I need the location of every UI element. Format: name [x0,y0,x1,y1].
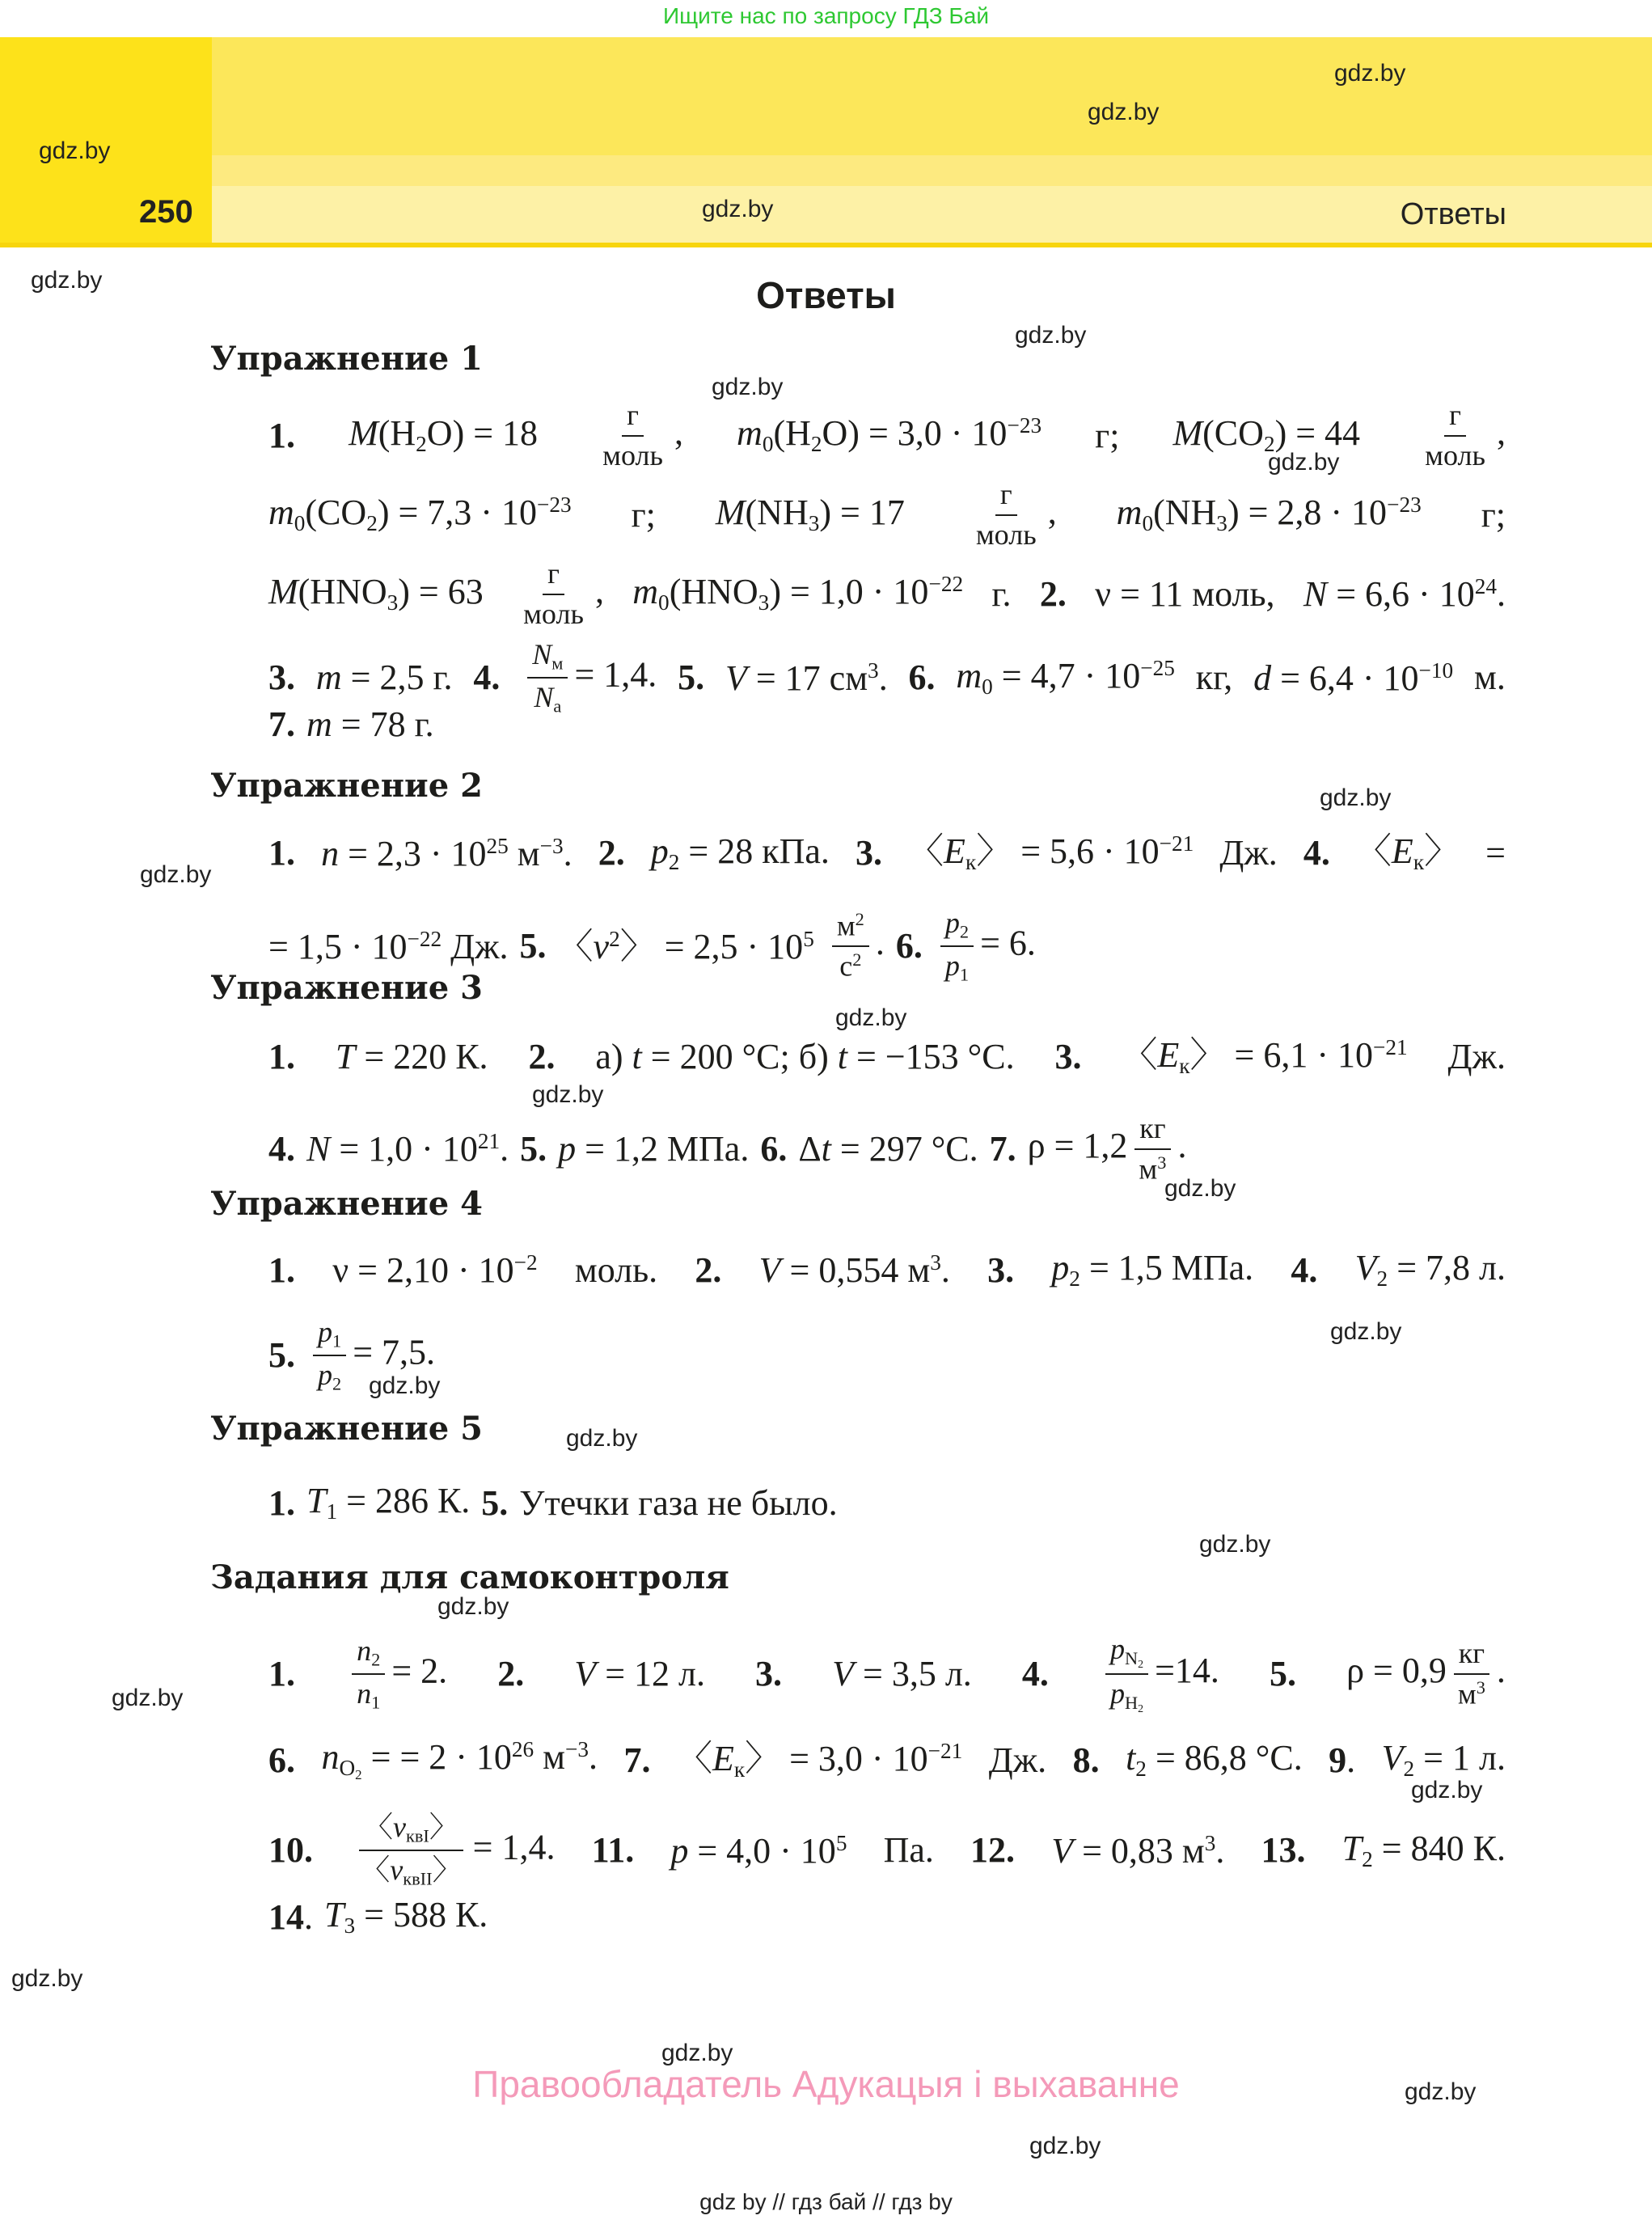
watermark: gdz.by [1164,1175,1236,1202]
watermark: gdz.by [140,861,212,888]
watermark: gdz.by [437,1593,509,1620]
watermark: gdz.by [702,196,774,222]
watermark: gdz.by [835,1004,907,1031]
watermark: gdz.by [1411,1777,1483,1803]
watermark: gdz.by [1029,2133,1101,2159]
fraction: $\frac{p_1}{p_2}$ [313,1317,346,1395]
fraction: $\frac{м^2}{с^2}$ [832,910,869,983]
watermark: gdz.by [369,1372,441,1399]
watermark: gdz.by [39,137,111,164]
watermark: gdz.by [112,1685,184,1711]
section-heading-exercise-3: Упражнение 3 [210,969,483,1007]
fraction: $\frac{г}{\text{моль}}$ [1425,399,1485,471]
fraction: $\frac{г}{\text{моль}}$ [975,478,1037,551]
fraction: $\frac{p_2}{p_1}$ [940,907,974,986]
answer-line: 5. $\frac{p_1}{p_2}$ = 7,5. [268,1316,436,1395]
watermark: gdz.by [566,1425,638,1452]
section-heading-self-control: Задания для самоконтроля [210,1558,729,1596]
watermark: gdz.by [1199,1531,1271,1558]
watermark: gdz.by [1015,322,1087,349]
fraction: $\frac{n_2}{n_1}$ [352,1635,385,1714]
watermark: gdz.by [1334,60,1406,87]
watermark: gdz.by [1268,449,1340,476]
answer-line: 4. $N = 1,0 \cdot 10^{21}$. 5. p = 1,2 МПа. 6. Δt = 297 °С. 7. ρ = 1,2 $\frac{кг}{м^3}$ . [268,1112,1187,1185]
watermark: gdz.by [1088,99,1160,125]
answer-line: $m_0(CO_2) = 7,3 \cdot 10^{-23}$ г; $M(NH_3) = 17$ $\frac{г}{\text{моль}}$ , $m_0(NH_3) = 2,8 \cdot 10^{-23}$ г; [268,478,1506,551]
answer-line: 3. m = 2,5 г. 4. $\frac{N_м}{N_а}$ = 1,4. 5. V = 17 $см^3$. 6. $m_0 = 4,7 \cdot 10^{-25}$ кг, $d = 6,4 \cdot 10^{-10}$ м. [268,638,1506,717]
page-title: Ответы [756,274,896,316]
fraction: $\frac{г}{\text{моль}}$ [602,399,663,471]
answer-line: 1. $T_1 = 286$ К. 5. Утечки газа не было. [268,1481,838,1524]
fraction: $\frac{p_{N_2}}{p_{H_2}}$ [1105,1634,1148,1715]
answer-line: $M(HNO_3) = 63$ $\frac{г}{\text{моль}}$ , $m_0(HNO_3) = 1,0 \cdot 10^{-22}$ г. 2. ν = 11 моль, $N = 6,6 \cdot 10^{24}$. [268,557,1506,630]
answer-line: 1. $n = 2,3 \cdot 10^{25}$ $м^{-3}$. 2. $p_2 = 28$ кПа. 3. 〈$E_к$〉 = $5,6 \cdot 10^{-21}$ Дж. 4. 〈$E_к$〉 = [268,830,1506,875]
section-heading-exercise-5: Упражнение 5 [210,1410,483,1448]
page-number: 250 [139,194,193,230]
fraction: $\frac{г}{\text{моль}}$ [523,557,584,630]
answer-line: 1. $M(H_2O) = 18$ $\frac{г}{\text{моль}}$ , $m_0(H_2O) = 3,0 \cdot 10^{-23}$ г; $M(CO_2) = 44$ $\frac{г}{\text{моль}}$ , [268,399,1506,471]
answer-line: 1. T = 220 К. 2. а) t = 200 °С; б) t = −153 °С. 3. 〈$E_к$〉 = $6,1 \cdot 10^{-21}$ Дж. [268,1034,1506,1079]
answer-line: 10. $\frac{〈v_{квI}〉}{〈v_{квII}〉}$ = 1,4. 11. $p = 4,0 \cdot 10^5$ Па. 12. V = 0,83 $м^3$. 13. $T_2 = 840$ К. [268,1810,1506,1890]
fraction: $\frac{кг}{м^3}$ [1453,1638,1490,1710]
watermark: gdz.by [1405,2078,1477,2105]
fraction: $\frac{кг}{м^3}$ [1134,1113,1171,1186]
watermark: gdz.by [1320,784,1392,811]
watermark: gdz.by [532,1081,604,1108]
answer-line: 6. $n_{O_2}$ = = $2 \cdot 10^{26}$ $м^{-3}$. 7. 〈$E_к$〉 = $3,0 \cdot 10^{-21}$ Дж. 8. $t_2 = 86,8$ °С. 9. $V_2 = 1$ л. [268,1737,1506,1783]
answer-line: 1. $\nu = 2,10 \cdot 10^{-2}$ моль. 2. V = 0,554 $м^3$. 3. $p_2 = 1,5$ МПа. 4. $V_2 = 7,8$ л. [268,1248,1506,1292]
copyright-notice: Правообладатель Адукацыя і выхаванне [472,2063,1180,2105]
answer-line: 1. $\frac{n_2}{n_1}$ = 2. 2. V = 12 л. 3. V = 3,5 л. 4. $\frac{p_{N_2}}{p_{H_2}}$ =14. 5. ρ = 0,9 $\frac{кг}{м^3}$ . [268,1633,1506,1715]
section-heading-exercise-2: Упражнение 2 [210,767,483,805]
watermark: gdz.by [31,267,103,294]
answer-line: 7. m = 78 г. [268,704,434,744]
watermark: gdz.by [712,374,784,400]
running-header-title: Ответы [1400,197,1506,231]
watermark: gdz.by [1330,1318,1402,1345]
section-heading-exercise-1: Упражнение 1 [210,340,483,378]
top-banner[interactable]: Ищите нас по запросу ГДЗ Бай [662,3,990,28]
fraction: $\frac{〈v_{квI}〉}{〈v_{квII}〉}$ [356,1812,467,1890]
answer-line: = $1,5 \cdot 10^{-22}$ Дж. 5. 〈$v^2$〉 = $2,5 \cdot 10^5$ $\frac{м^2}{с^2}$ . 6. $\frac{p_2}{p_1}$ = 6. [268,907,1036,986]
watermark: gdz.by [661,2040,733,2066]
answer-line: 14. $T_3 = 588$ К. [268,1895,488,1939]
fraction: $\frac{N_м}{N_а}$ [527,639,568,717]
footer-links[interactable]: gdz by // гдз бай // гдз by [699,2189,953,2214]
watermark: gdz.by [11,1965,83,1992]
header-band-strip [212,155,1652,186]
header-band [212,37,1652,155]
header-band-rule [0,243,1652,247]
section-heading-exercise-4: Упражнение 4 [210,1185,483,1223]
